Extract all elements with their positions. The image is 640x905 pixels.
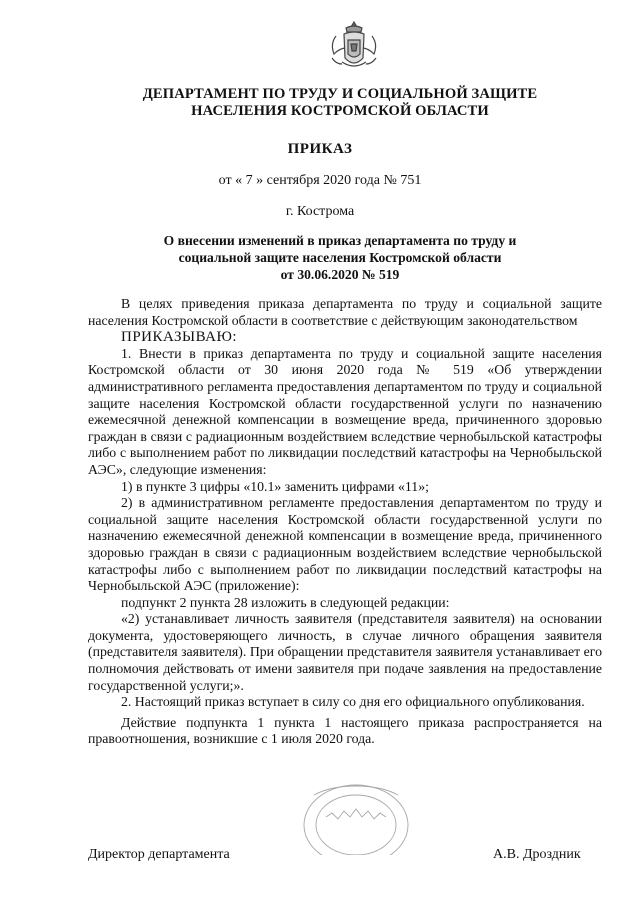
coat-of-arms-emblem xyxy=(326,18,382,74)
order-subject xyxy=(150,232,530,283)
quote-paragraph: «2) устанавливает личность заявителя (представителя заявителя) на основании документа, удостоверяющего личность, в случае личного обращения заявителя (представителя заявителя). При обращении представителя заявителя устанавливает его полномочия действовать от имени заявителя при подаче заявления на предоставление государственной услуги;». xyxy=(88,611,602,693)
subject-line-2: социальной защите населения Костромской области xyxy=(178,250,502,265)
department-line-1: ДЕПАРТАМЕНТ ПО ТРУДУ И СОЦИАЛЬНОЙ ЗАЩИТЕ xyxy=(142,86,538,102)
subpoint-paragraph: подпункт 2 пункта 28 изложить в следующей редакции: xyxy=(121,594,450,610)
department-line-2: НАСЕЛЕНИЯ КОСТРОМСКОЙ ОБЛАСТИ xyxy=(191,103,489,119)
department-name xyxy=(130,86,550,120)
effect-paragraph: Действие подпункта 1 пункта 1 настоящего приказа распространяется на правоотношения, возникшие с 1 июля 2020 года. xyxy=(88,714,602,747)
signatory-name: А.В. Дроздник xyxy=(493,847,581,862)
signatory-position: Директор департамента xyxy=(88,847,230,862)
official-seal-stamp xyxy=(296,765,416,855)
prikazyvayu-heading: ПРИКАЗЫВАЮ: xyxy=(121,329,238,346)
item-1-2-paragraph: 2) в административном регламенте предоставления департаментом по труду и социальной защите населения Костромской области государственной услуги по назначению ежемесячной денежной компенсации в возмещение вреда, причиненного здоровью граждан в связи с радиационным воздействием вследствие чернобыльской катастрофы либо с выполнением работ по ликвидации последствий катастрофы на Чернобыльской АЭС (приложение): xyxy=(88,495,602,594)
order-date-number: от « 7 » сентября 2020 года № 751 xyxy=(218,173,422,188)
order-body xyxy=(88,296,602,748)
item-2-paragraph: 2. Настоящий приказ вступает в силу со дня его официального опубликования. xyxy=(121,694,585,710)
subject-line-1: О внесении изменений в приказ департамента по труду и xyxy=(163,233,517,248)
intro-paragraph: В целях приведения приказа департамента по труду и социальной защите населения Костромской области в соответствие с действующим законодательством xyxy=(88,296,602,328)
document-type: ПРИКАЗ xyxy=(287,141,353,157)
item-1-1-paragraph: 1) в пункте 3 цифры «10.1» заменить цифрами «11»; xyxy=(121,478,429,494)
subject-line-3: от 30.06.2020 № 519 xyxy=(280,267,400,282)
item-1-paragraph: 1. Внести в приказ департамента по труду и социальной защите населения Костромской области от 30 июня 2020 года № 519 «Об утверждении административного регламента предоставления департаментом по труду и социальной защите населения Костромской области государственной услуги по назначению ежемесячной денежной компенсации в возмещение вреда, причиненного здоровью граждан в связи с радиационным воздействием вследствие чернобыльской катастрофы либо с выполнением работ по ликвидации последствий катастрофы на Чернобыльской АЭС», следующие изменения: xyxy=(88,345,602,477)
city: г. Кострома xyxy=(285,204,355,219)
